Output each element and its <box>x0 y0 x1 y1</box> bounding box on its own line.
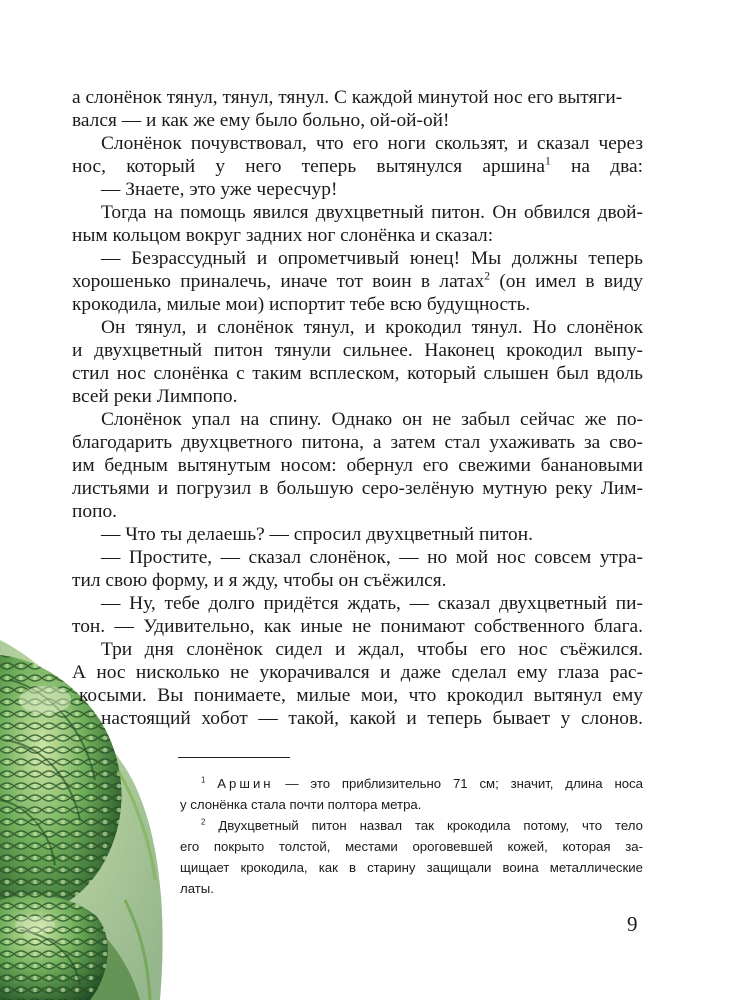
text-line: крокодила, милые мои) испортит тебе всю будущность. <box>72 294 531 315</box>
text-line: настоящий хобот — такой, какой и теперь бывает у слонов. <box>101 708 643 729</box>
text-line: — Знаете, это уже чересчур! <box>101 179 338 200</box>
footnote-2-line: щищает крокодила, как в старину защищали воина металлические <box>180 860 643 875</box>
text-line: ным кольцом вокруг задних ног слонёнка и сказал: <box>72 225 494 246</box>
text-segment: на два: <box>571 156 643 177</box>
text-line: Три дня слонёнок сидел и ждал, чтобы его нос съёжился. <box>101 639 643 660</box>
text-line: А нос нисколько не укорачивался и даже сделал ему глаза рас- <box>72 662 643 683</box>
footnote-term: Аршин <box>217 776 274 791</box>
text-line: всей реки Лимпопо. <box>72 386 238 407</box>
text-line: тон. — Удивительно, как иные не понимают собственного блага. <box>72 616 643 637</box>
footnote-2-line: латы. <box>180 881 214 896</box>
text-line: — Простите, — сказал слонёнок, — но мой нос совсем утра- <box>101 547 643 568</box>
footnote-mark: 2 <box>201 817 206 827</box>
footnote-separator <box>178 757 290 758</box>
text-line <box>72 270 643 293</box>
text-line: Тогда на помощь явился двухцветный питон. Он обвился двой- <box>101 202 643 223</box>
text-line: и двухцветный питон тянули сильнее. Наконец крокодил выпу- <box>72 340 643 361</box>
text-line: а слонёнок тянул, тянул, тянул. С каждой минутой нос его вытяги- <box>72 87 623 108</box>
text-line: Он тянул, и слонёнок тянул, и крокодил тянул. Но слонёнок <box>101 317 643 338</box>
footnote-text: — это приблизительно 71 см; значит, длина носа <box>273 776 643 791</box>
text-line: стил нос слонёнка с таким всплеском, который слышен был вдоль <box>72 363 643 384</box>
text-line <box>72 155 643 178</box>
footnote-1-line <box>201 773 643 794</box>
page-number: 9 <box>627 912 638 936</box>
text-line: попо. <box>72 501 117 522</box>
footnote-ref: 2 <box>484 269 490 283</box>
text-line: им бедным вытянутым носом: обернул его свежими банановыми <box>72 455 643 476</box>
footnote-2-line: его покрыто толстой, местами ороговевшей кожей, которая за- <box>180 839 643 854</box>
text-line: — Безрассудный и опрометчивый юнец! Мы должны теперь <box>101 248 643 269</box>
text-line: листьями и погрузил в большую серо-зелёную мутную реку Лим- <box>72 478 643 499</box>
text-line: Слонёнок упал на спину. Однако он не забыл сейчас же по- <box>101 409 643 430</box>
text-line: — Что ты делаешь? — спросил двухцветный питон. <box>101 524 533 545</box>
text-line: — Ну, тебе долго придётся ждать, — сказал двухцветный пи- <box>101 593 643 614</box>
text-line: косыми. Вы понимаете, милые мои, что крокодил вытянул ему <box>79 685 643 706</box>
text-line: благодарить двухцветного питона, а затем стал ухаживать за сво- <box>72 432 643 453</box>
footnote-2-line <box>201 815 643 836</box>
text-line: Слонёнок почувствовал, что его ноги скользят, и сказал через <box>101 133 643 154</box>
text-line: тил свою форму, и я жду, чтобы он съёжился. <box>72 570 447 591</box>
text-line: вался — и как же ему было больно, ой-ой-ой! <box>72 110 450 131</box>
footnote-ref: 1 <box>544 154 551 168</box>
text-segment: (он имел в виду <box>499 271 643 292</box>
footnote-text: Двухцветный питон назвал так крокодила потому, что тело <box>218 818 643 833</box>
footnote-mark: 1 <box>201 775 206 785</box>
text-segment: нос, который у него теперь вытянулся аршина <box>72 156 545 177</box>
text-segment: хорошенько приналечь, иначе тот воин в латах <box>72 271 485 292</box>
footnote-1-line: у слонёнка стала почти полтора метра. <box>180 797 422 812</box>
